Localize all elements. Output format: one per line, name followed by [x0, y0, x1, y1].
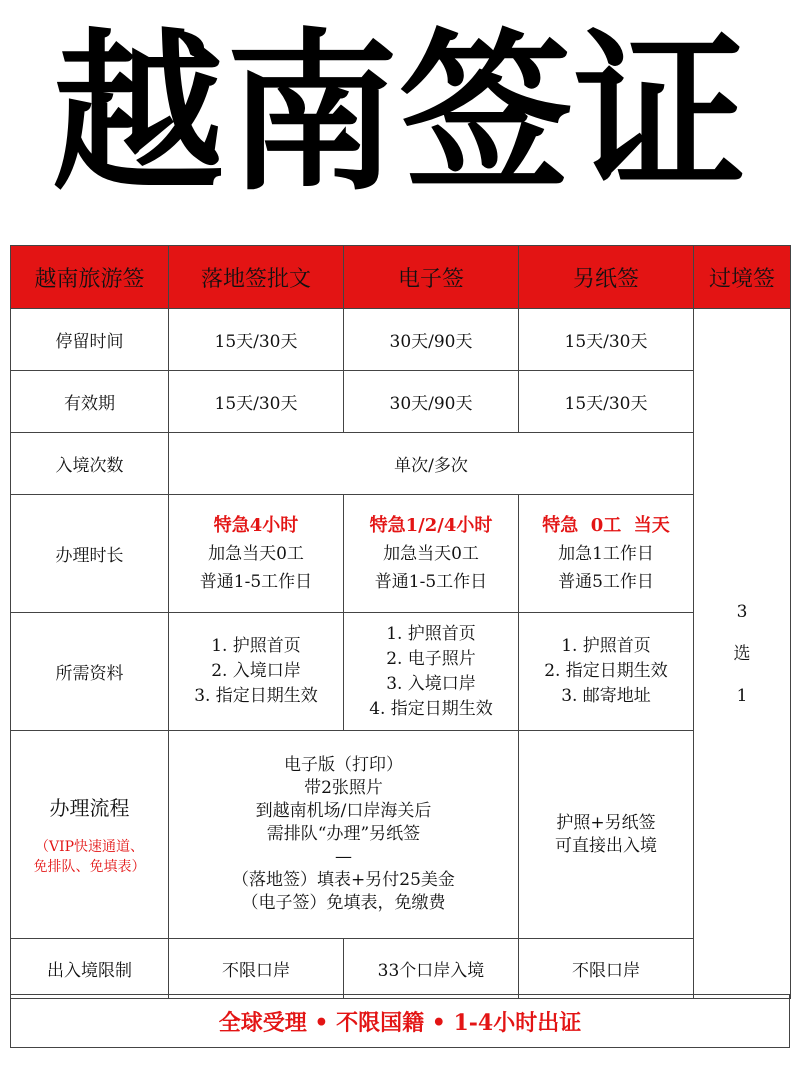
row-label-ports: 出入境限制 — [11, 939, 169, 999]
list-item: 1. 护照首页 — [386, 623, 476, 644]
process-step: 可直接出入境 — [555, 835, 657, 856]
processing-e-visa — [344, 495, 519, 613]
process-step: 需排队“办理”另纸签 — [266, 824, 421, 844]
vip-note-line1: （VIP快速通道、 — [34, 838, 145, 855]
processing-e-visa-express: 加急当天0工 — [383, 543, 479, 564]
processing-separate-normal: 普通5工作日 — [558, 571, 654, 592]
row-label-documents: 所需资料 — [11, 613, 169, 731]
list-item: 2. 入境口岸 — [211, 661, 301, 681]
header-landing-visa: 落地签批文 — [169, 246, 344, 309]
stay-landing: 15天/30天 — [169, 309, 344, 371]
list-item: 1. 护照首页 — [561, 636, 651, 656]
header-transit-visa: 过境签 — [694, 246, 791, 309]
processing-e-visa-normal: 普通1-5工作日 — [374, 571, 488, 592]
row-label-processing: 办理时长 — [11, 495, 169, 613]
table-row-ports — [11, 939, 791, 999]
page-title: 越南签证 — [52, 13, 748, 214]
process-label-text: 办理流程 — [49, 795, 130, 820]
list-item: 3. 入境口岸 — [386, 673, 476, 694]
process-step: 护照+另纸签 — [556, 812, 656, 833]
documents-separate — [519, 613, 694, 731]
ports-landing: 不限口岸 — [169, 939, 344, 999]
processing-separate-urgent: 特急 0工 当天 — [542, 514, 670, 536]
header-e-visa: 电子签 — [344, 246, 519, 309]
ports-e-visa: 33个口岸入境 — [344, 939, 519, 999]
row-label-validity: 有效期 — [11, 371, 169, 433]
process-separate — [519, 731, 694, 939]
processing-landing-express: 加急当天0工 — [208, 543, 304, 564]
documents-landing — [169, 613, 344, 731]
processing-separate — [519, 495, 694, 613]
table-row-entries — [11, 433, 791, 495]
footer-banner: 全球受理 • 不限国籍 • 1-4小时出证 — [10, 994, 790, 1048]
process-step: 带2张照片 — [304, 778, 383, 798]
processing-e-visa-urgent: 特急1/2/4小时 — [369, 514, 493, 536]
table-row-processing — [11, 495, 791, 613]
validity-separate: 15天/30天 — [519, 371, 694, 433]
entries-merged: 单次/多次 — [169, 433, 694, 495]
validity-e-visa: 30天/90天 — [344, 371, 519, 433]
transit-choice-number: 3 — [736, 601, 748, 622]
table-row-stay — [11, 309, 791, 371]
list-item: 2. 指定日期生效 — [544, 661, 668, 681]
vip-note-line2: 免排队、免填表） — [33, 858, 146, 875]
list-item: 4. 指定日期生效 — [369, 698, 493, 719]
table-row-process — [11, 731, 791, 939]
stay-e-visa: 30天/90天 — [344, 309, 519, 371]
table-row-validity — [11, 371, 791, 433]
processing-landing-urgent: 特急4小时 — [213, 514, 299, 536]
ports-separate: 不限口岸 — [519, 939, 694, 999]
stay-separate: 15天/30天 — [519, 309, 694, 371]
transit-choice-word: 选 — [733, 643, 751, 664]
processing-separate-express: 加急1工作日 — [558, 543, 654, 564]
table-row-documents — [11, 613, 791, 731]
process-step: 到越南机场/口岸海关后 — [255, 801, 432, 821]
table-header-row — [11, 246, 791, 309]
list-item: 1. 护照首页 — [211, 636, 301, 656]
process-step: 电子版（打印） — [284, 755, 403, 775]
list-item: 3. 指定日期生效 — [194, 686, 318, 706]
row-label-process — [11, 731, 169, 939]
header-separate-visa: 另纸签 — [519, 246, 694, 309]
header-corner: 越南旅游签 — [11, 246, 169, 309]
transit-choice-cell — [694, 309, 791, 999]
visa-comparison-table — [10, 245, 791, 999]
process-divider: — — [335, 847, 352, 867]
processing-landing — [169, 495, 344, 613]
process-step: （电子签）免填表，免缴费 — [241, 893, 446, 913]
transit-choice-one: 1 — [736, 685, 748, 706]
documents-e-visa — [344, 613, 519, 731]
processing-landing-normal: 普通1-5工作日 — [199, 571, 313, 592]
row-label-entries: 入境次数 — [11, 433, 169, 495]
process-step: （落地签）填表+另付25美金 — [232, 870, 455, 890]
row-label-stay: 停留时间 — [11, 309, 169, 371]
list-item: 3. 邮寄地址 — [561, 686, 651, 706]
process-merged — [169, 731, 519, 939]
list-item: 2. 电子照片 — [386, 648, 476, 669]
validity-landing: 15天/30天 — [169, 371, 344, 433]
